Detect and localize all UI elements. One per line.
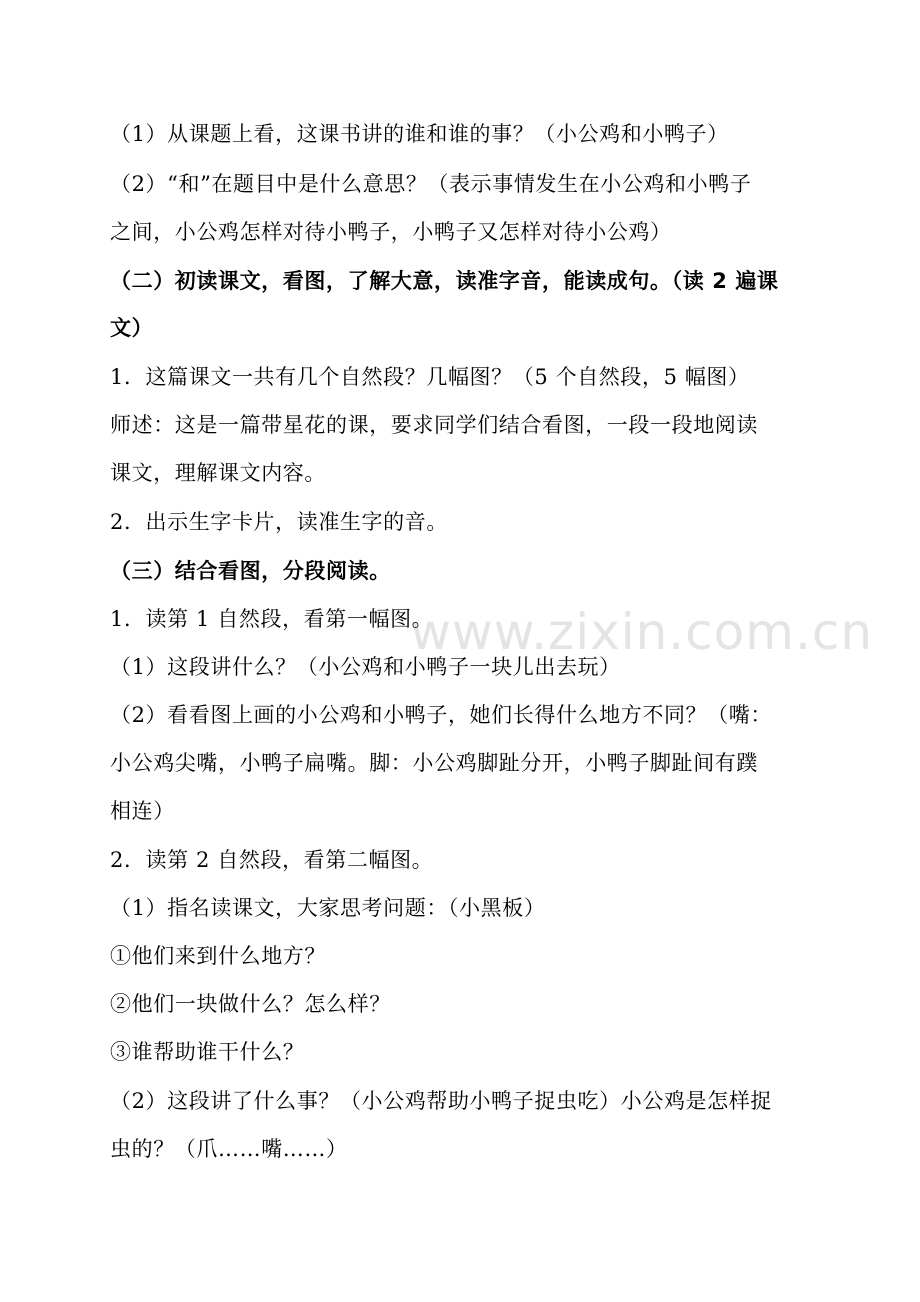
text-line: 小公鸡尖嘴，小鸭子扁嘴。脚：小公鸡脚趾分开，小鸭子脚趾间有蹼 xyxy=(110,751,758,775)
text-line: 2．读第 2 自然段，看第二幅图。 xyxy=(110,848,434,872)
text-line: 1．读第 1 自然段，看第一幅图。 xyxy=(110,607,434,631)
section-heading: （二）初读课文，看图，了解大意，读准字音，能读成句。（读 2 遍课 xyxy=(110,269,779,293)
text-line: （2）这段讲了什么事？（小公鸡帮助小鸭子捉虫吃）小公鸡是怎样捉 xyxy=(110,1089,772,1113)
section-heading: （三）结合看图，分段阅读。 xyxy=(110,559,391,583)
text-line: ②他们一块做什么？怎么样？ xyxy=(110,992,391,1016)
text-line: （1）指名读课文，大家思考问题：（小黑板） xyxy=(110,896,546,920)
text-line: 课文，理解课文内容。 xyxy=(110,461,326,485)
text-line: 虫的？（爪……嘴……） xyxy=(110,1137,348,1161)
text-line: 2．出示生字卡片，读准生字的音。 xyxy=(110,510,448,534)
text-line: 1．这篇课文一共有几个自然段？几幅图？（5 个自然段，5 幅图） xyxy=(110,365,750,389)
text-line: ①他们来到什么地方？ xyxy=(110,944,326,968)
watermark: www.zixin.com.cn xyxy=(410,603,874,661)
text-line: （1）从课题上看，这课书讲的谁和谁的事？（小公鸡和小鸭子） xyxy=(110,122,729,146)
text-line: （2）看看图上画的小公鸡和小鸭子，她们长得什么地方不同？（嘴： xyxy=(110,703,772,727)
text-line: 相连） xyxy=(110,799,175,823)
text-line: （2）“和”在题目中是什么意思？（表示事情发生在小公鸡和小鸭子 xyxy=(110,172,752,196)
section-heading-cont: 文） xyxy=(110,316,154,340)
text-line: （1）这段讲什么？（小公鸡和小鸭子一块儿出去玩） xyxy=(110,655,621,679)
text-line: 之间，小公鸡怎样对待小鸭子，小鸭子又怎样对待小公鸡） xyxy=(110,220,672,244)
text-line: ③谁帮助谁干什么？ xyxy=(110,1040,305,1064)
text-line: 师述：这是一篇带星花的课，要求同学们结合看图，一段一段地阅读 xyxy=(110,413,758,437)
